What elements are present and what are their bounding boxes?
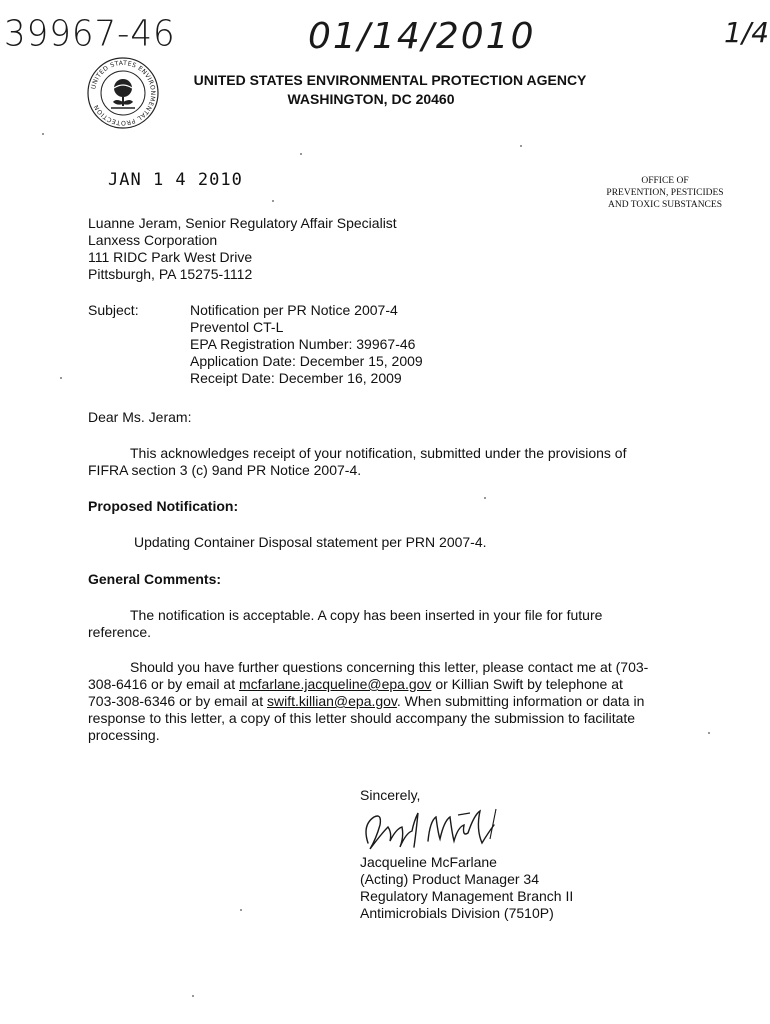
paragraph-line: Should you have further questions concerning this letter, please contact me at (703- [130, 659, 649, 675]
subject-line: Preventol CT-L [190, 319, 284, 335]
scan-speck [42, 133, 44, 135]
signer-division: Antimicrobials Division (7510P) [360, 905, 554, 921]
paragraph-line: reference. [88, 624, 152, 640]
comments-paragraph [88, 607, 688, 641]
subject-line: EPA Registration Number: 39967-46 [190, 336, 416, 352]
proposed-notification-text: Updating Container Disposal statement per PRN 2007-4. [134, 534, 487, 550]
text-fragment: . When submitting information or data in [396, 693, 645, 709]
agency-location: WASHINGTON, DC 20460 [287, 91, 455, 107]
salutation: Dear Ms. Jeram: [88, 409, 192, 425]
scan-speck [192, 995, 194, 997]
acknowledgement-paragraph [88, 445, 688, 479]
handwritten-signature [358, 803, 508, 857]
text-fragment: 703-308-6346 or by email at [88, 693, 267, 709]
recipient-address [88, 215, 397, 283]
text-fragment: 308-6416 or by email at [88, 676, 239, 692]
paragraph-line: FIFRA section 3 (c) 9and PR Notice 2007-4. [88, 462, 362, 478]
scan-speck [240, 909, 242, 911]
email-link-swift[interactable]: swift.killian@epa.gov [267, 693, 397, 709]
date-stamp: JAN 1 4 2010 [108, 170, 243, 190]
scan-speck [484, 497, 486, 499]
scan-speck [272, 200, 274, 202]
address-line: Lanxess Corporation [88, 232, 218, 248]
address-line: Luanne Jeram, Senior Regulatory Affair Specialist [88, 215, 397, 231]
scan-speck [300, 153, 302, 155]
paragraph-line: response to this letter, a copy of this letter should accompany the submission to facilitate [88, 710, 636, 726]
agency-name: UNITED STATES ENVIRONMENTAL PROTECTION AGENCY [193, 72, 587, 88]
scan-speck [60, 377, 62, 379]
signer-title: (Acting) Product Manager 34 [360, 871, 539, 887]
text-fragment: or Killian Swift by telephone at [431, 676, 623, 692]
subject-lines [190, 302, 423, 387]
address-line: 111 RIDC Park West Drive [88, 249, 253, 265]
svg-text:UNITED STATES ENVIRONMENTAL PR: UNITED STATES ENVIRONMENTAL PROTECTION [90, 59, 157, 127]
handwritten-page-marker: 1/4 [724, 16, 770, 49]
paragraph-line: The notification is acceptable. A copy has been inserted in your file for future [130, 607, 603, 623]
handwritten-registration-number: 39967-46 [4, 13, 176, 55]
handwritten-date: 01/14/2010 [308, 16, 536, 57]
paragraph-line [88, 676, 688, 693]
general-comments-heading: General Comments: [88, 571, 222, 587]
paragraph-line: This acknowledges receipt of your notification, submitted under the provisions of [130, 445, 627, 461]
office-line: PREVENTION, PESTICIDES [606, 188, 724, 198]
epa-seal-logo [86, 56, 160, 130]
address-line: Pittsburgh, PA 15275-1112 [88, 266, 253, 282]
closing-sincerely: Sincerely, [360, 787, 421, 803]
scan-speck [520, 145, 522, 147]
email-link-mcfarlane[interactable]: mcfarlane.jacqueline@epa.gov [238, 676, 432, 692]
subject-line: Notification per PR Notice 2007-4 [190, 302, 398, 318]
paragraph-line: processing. [88, 727, 160, 743]
contact-paragraph [88, 659, 688, 744]
signer-branch: Regulatory Management Branch II [360, 888, 574, 904]
office-designation [584, 175, 746, 211]
proposed-notification-heading: Proposed Notification: [88, 498, 239, 514]
signer-name: Jacqueline McFarlane [360, 854, 497, 870]
signature-block [360, 854, 573, 922]
subject-line: Receipt Date: December 16, 2009 [190, 370, 402, 386]
subject-label: Subject: [88, 302, 139, 318]
office-line: AND TOXIC SUBSTANCES [608, 200, 722, 210]
office-line: OFFICE OF [641, 176, 689, 186]
subject-line: Application Date: December 15, 2009 [190, 353, 423, 369]
scan-speck [708, 732, 710, 734]
paragraph-line [88, 693, 688, 710]
